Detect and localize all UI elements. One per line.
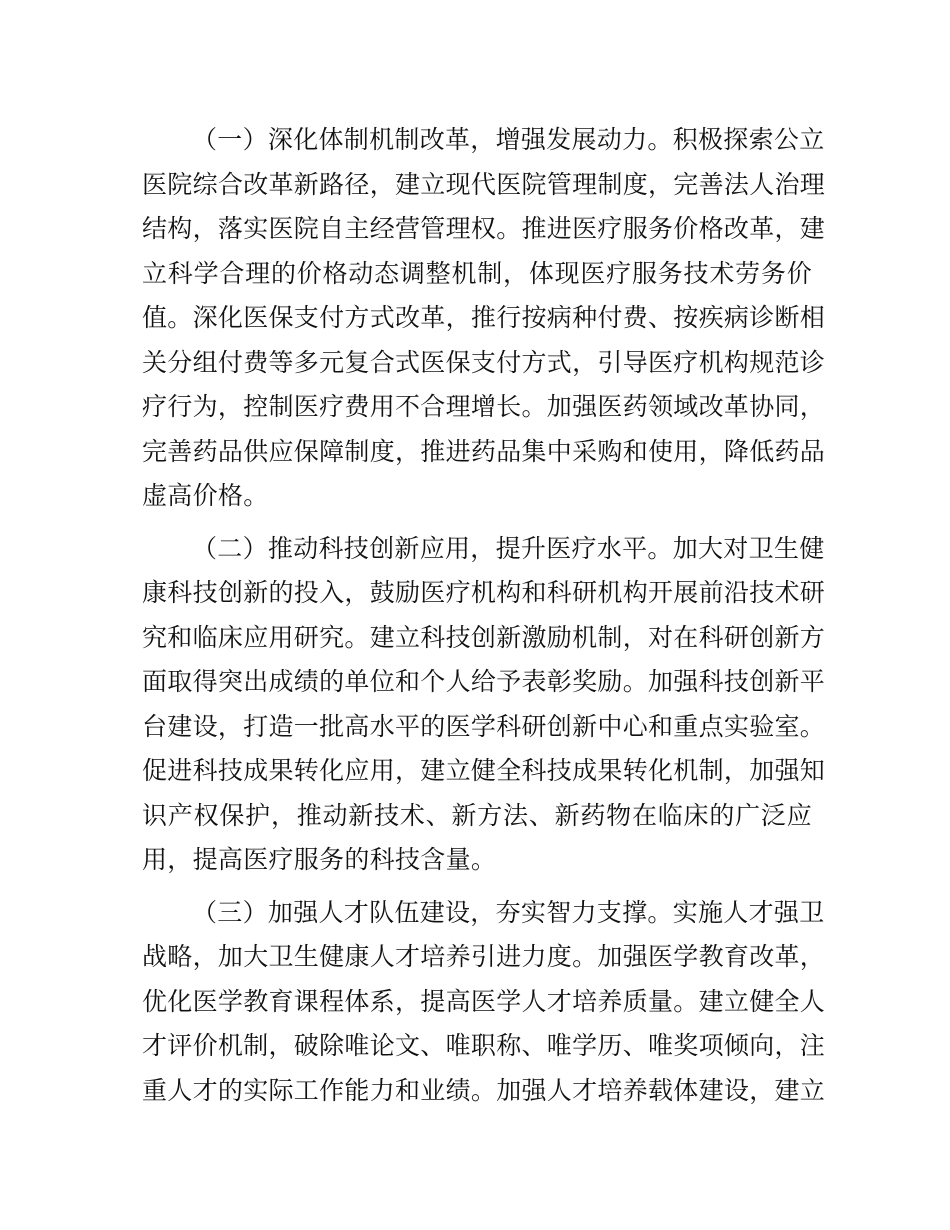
text-line: 疗行为，控制医疗费用不合理增长。加强医药领域改革协同， — [142, 392, 826, 421]
text-line: （一）深化体制机制改革，增强发展动力。积极探索公立 — [192, 125, 825, 154]
paragraph-2 — [142, 527, 826, 883]
text-line: 重人才的实际工作能力和业绩。加强人才培养载体建设，建立 — [142, 1075, 826, 1105]
text-line: 虚高价格。 — [142, 481, 269, 510]
text-line: 立科学合理的价格动态调整机制，体现医疗服务技术劳务价 — [142, 258, 812, 288]
text-line: 战略，加大卫生健康人才培养引进力度。加强医学教育改革， — [142, 942, 826, 971]
paragraph-1 — [142, 118, 826, 519]
text-line: 医院综合改革新路径，建立现代医院管理制度，完善法人治理 — [142, 169, 826, 199]
text-line: 识产权保护，推动新技术、新方法、新药物在临床的广泛应 — [142, 800, 812, 830]
text-line: 面取得突出成绩的单位和个人给予表彰奖励。加强科技创新平 — [142, 667, 826, 696]
text-line: 促进科技成果转化应用，建立健全科技成果转化机制，加强知 — [142, 756, 826, 785]
text-line: 值。深化医保支付方式改革，推行按病种付费、按疾病诊断相 — [142, 303, 826, 332]
body-text — [142, 118, 826, 1121]
text-line: 结构，落实医院自主经营管理权。推进医疗服务价格改革，建 — [142, 214, 826, 243]
text-line: 完善药品供应保障制度，推进药品集中采购和使用，降低药品 — [142, 436, 826, 466]
paragraph-3 — [142, 891, 826, 1114]
text-line: （二）推动科技创新应用，提升医疗水平。加大对卫生健 — [192, 533, 825, 563]
text-line: 用，提高医疗服务的科技含量。 — [142, 845, 497, 874]
text-line: 关分组付费等多元复合式医保支付方式，引导医疗机构规范诊 — [142, 347, 826, 377]
text-line: 台建设，打造一批高水平的医学科研创新中心和重点实验室。 — [142, 711, 826, 741]
text-line: （三）加强人才队伍建设，夯实智力支撑。实施人才强卫 — [192, 897, 825, 927]
text-line: 才评价机制，破除唯论文、唯职称、唯学历、唯奖项倾向，注 — [142, 1031, 826, 1060]
text-line: 康科技创新的投入，鼓励医疗机构和科研机构开展前沿技术研 — [142, 578, 826, 607]
text-line: 优化医学教育课程体系，提高医学人才培养质量。建立健全人 — [142, 986, 826, 1016]
text-line: 究和临床应用研究。建立科技创新激励机制，对在科研创新方 — [142, 622, 826, 652]
